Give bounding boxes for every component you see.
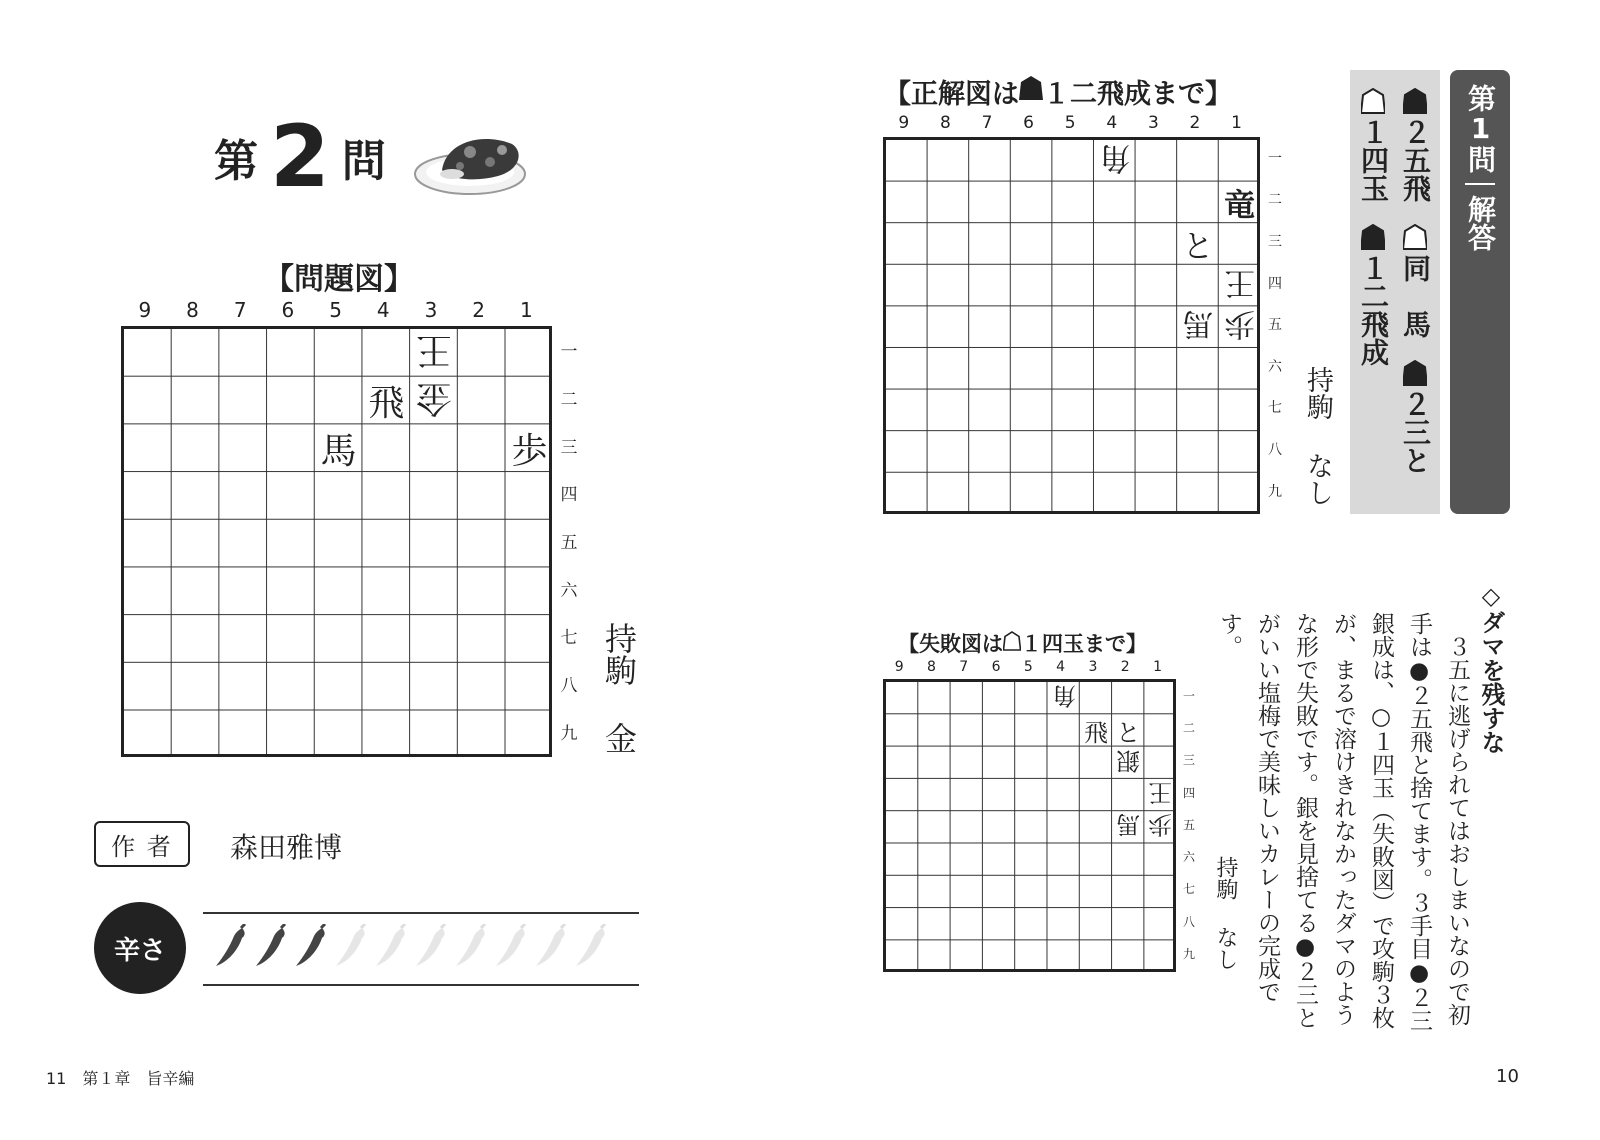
column-label: 8 xyxy=(939,113,951,133)
row-label: 五 xyxy=(560,533,578,554)
row-label: 九 xyxy=(560,723,578,744)
row-label: 六 xyxy=(1182,850,1195,865)
failure-hand-value: なし xyxy=(1213,926,1238,970)
failure-hand-label: 持駒 xyxy=(1213,856,1238,900)
answer-header xyxy=(1450,70,1510,514)
row-label: 八 xyxy=(560,676,578,697)
correct-board-row-labels xyxy=(1263,137,1287,511)
column-label: 8 xyxy=(926,659,936,675)
row-label: 四 xyxy=(560,485,578,506)
black-piece-icon xyxy=(1403,88,1427,118)
column-label: 1 xyxy=(1231,113,1242,133)
chili-pepper-icon xyxy=(412,924,450,974)
row-label: 七 xyxy=(1182,882,1195,897)
column-label: 3 xyxy=(1147,113,1159,133)
answer-move: １四玉 xyxy=(1357,118,1390,202)
shogi-piece: 王 xyxy=(1224,264,1256,301)
pieces-in-hand-value: 金 xyxy=(600,722,638,754)
row-label: 二 xyxy=(1268,192,1282,209)
correct-board xyxy=(883,137,1260,514)
author-badge xyxy=(94,821,190,867)
curry-icon xyxy=(412,122,530,202)
column-label: 7 xyxy=(233,298,247,322)
column-label: 6 xyxy=(991,659,1001,675)
shogi-piece: と xyxy=(1116,718,1141,747)
chili-pepper-icon xyxy=(252,924,290,974)
row-label: 三 xyxy=(1182,753,1195,768)
answer-number: 第1問 xyxy=(1464,84,1497,173)
spiciness-top-rule xyxy=(203,912,639,914)
chili-pepper-icon xyxy=(532,924,570,974)
column-label: 8 xyxy=(186,298,199,322)
row-label: 二 xyxy=(560,390,578,411)
failure-board xyxy=(883,679,1176,972)
shogi-piece: 飛 xyxy=(368,383,405,425)
chili-pepper-icon xyxy=(452,924,490,974)
pieces-in-hand-label: 持駒 xyxy=(600,622,638,686)
chili-pepper-icon xyxy=(292,924,330,974)
answer-move: １二飛成 xyxy=(1357,254,1390,366)
correct-hand-value: なし xyxy=(1302,452,1333,506)
spiciness-badge xyxy=(94,902,186,994)
shogi-piece: 角 xyxy=(1051,681,1076,710)
answer-header-divider xyxy=(1465,183,1495,185)
shogi-piece: 歩 xyxy=(511,430,548,472)
problem-number: 2 xyxy=(270,107,330,207)
author-label: 作 者 xyxy=(111,832,173,861)
column-label: 4 xyxy=(376,298,390,322)
shogi-piece: 角 xyxy=(1099,139,1131,176)
black-piece-icon xyxy=(1019,75,1043,108)
answer-move: ２五飛 xyxy=(1399,118,1432,202)
answer-move: ２三と xyxy=(1399,390,1432,474)
problem-board xyxy=(121,326,552,757)
row-label: 五 xyxy=(1182,817,1195,832)
shogi-piece: と xyxy=(1182,229,1214,266)
white-piece-icon xyxy=(1003,631,1021,656)
row-label: 八 xyxy=(1182,914,1195,929)
failure-title-pre: 【失敗図は xyxy=(898,632,1003,656)
spiciness-meter xyxy=(212,924,610,974)
shogi-piece: 飛 xyxy=(1083,718,1108,747)
failure-board-row-labels xyxy=(1179,679,1199,970)
answer-moves-box xyxy=(1350,70,1440,514)
column-label: 1 xyxy=(519,298,533,322)
row-label: 一 xyxy=(560,342,578,363)
row-label: 九 xyxy=(1268,483,1282,500)
shogi-piece: 歩 xyxy=(1224,305,1256,342)
row-label: 三 xyxy=(560,437,578,458)
row-label: 一 xyxy=(1268,150,1282,167)
chili-pepper-icon xyxy=(332,924,370,974)
problem-heading xyxy=(214,107,386,207)
row-label: 四 xyxy=(1268,275,1282,292)
row-label: 三 xyxy=(1268,233,1282,250)
diagram-title: 【問題図】 xyxy=(264,262,414,297)
board-column-labels xyxy=(121,298,550,322)
correct-board-column-labels xyxy=(883,113,1257,133)
shogi-piece: 銀 xyxy=(1116,746,1141,775)
column-label: 4 xyxy=(1106,113,1118,133)
answer-moves-line-2 xyxy=(1356,88,1390,388)
shogi-piece: 王 xyxy=(1148,778,1173,807)
column-label: 4 xyxy=(1056,659,1066,675)
column-label: 2 xyxy=(1189,113,1201,133)
column-label: 3 xyxy=(1088,659,1098,675)
row-label: 八 xyxy=(1268,441,1282,458)
column-label: 9 xyxy=(894,659,904,675)
row-label: 七 xyxy=(560,628,578,649)
white-piece-icon xyxy=(1361,88,1385,118)
spiciness-label: 辛さ xyxy=(113,935,166,966)
column-label: 5 xyxy=(329,298,342,322)
row-label: 七 xyxy=(1268,400,1282,417)
shogi-piece: 馬 xyxy=(1182,305,1214,342)
row-label: 四 xyxy=(1182,785,1195,800)
spiciness-bottom-rule xyxy=(203,984,639,986)
black-piece-icon xyxy=(1361,224,1385,254)
black-piece-icon xyxy=(1403,360,1427,390)
answer-label: 解答 xyxy=(1464,195,1497,251)
column-label: 5 xyxy=(1064,113,1076,133)
column-label: 6 xyxy=(1023,113,1034,133)
row-label: 一 xyxy=(1182,688,1195,703)
commentary-heading: ◇ダマを残すな xyxy=(1477,582,1505,754)
column-label: 2 xyxy=(1120,659,1130,675)
correct-title-post: １二飛成まで】 xyxy=(1043,79,1232,110)
failure-title-post: １四玉まで】 xyxy=(1021,632,1147,656)
failure-diagram-title xyxy=(898,628,1147,658)
chili-pepper-icon xyxy=(492,924,530,974)
answer-move: 同 馬 xyxy=(1399,254,1432,338)
answer-moves-line-1 xyxy=(1398,88,1432,496)
column-label: 1 xyxy=(1153,659,1162,675)
correct-diagram-title xyxy=(884,72,1232,111)
chili-pepper-icon xyxy=(372,924,410,974)
shogi-piece: 馬 xyxy=(1116,810,1141,839)
board-row-labels xyxy=(556,326,582,755)
failure-board-column-labels xyxy=(883,659,1174,675)
column-label: 9 xyxy=(898,113,910,133)
right-footer: 10 xyxy=(1496,1066,1519,1087)
left-footer: 11 第１章 旨辛編 xyxy=(46,1069,195,1088)
column-label: 2 xyxy=(472,298,486,322)
author-name: 森田雅博 xyxy=(230,831,343,864)
white-piece-icon xyxy=(1403,224,1427,254)
shogi-piece: 竜 xyxy=(1224,187,1256,224)
shogi-piece: 金 xyxy=(416,377,453,419)
column-label: 3 xyxy=(424,298,438,322)
commentary-text: ３五に逃げられてはおしまいなので初手は●２五飛と捨てます。３手目●２三銀成は、○１四玉（失敗図）で攻駒３枚が、まるで溶けきれなかったダマのような形で失敗です。銀を見捨てる●２三とがいい塩梅で美味しいカレーの完成です。 xyxy=(1216,612,1470,1032)
correct-title-pre: 【正解図は xyxy=(884,79,1019,110)
row-label: 六 xyxy=(560,580,578,601)
shogi-piece: 王 xyxy=(416,329,453,371)
problem-prefix: 第 xyxy=(214,136,258,187)
column-label: 7 xyxy=(981,113,993,133)
row-label: 六 xyxy=(1268,358,1282,375)
column-label: 7 xyxy=(959,659,969,675)
column-label: 5 xyxy=(1023,659,1033,675)
column-label: 9 xyxy=(138,298,152,322)
chili-pepper-icon xyxy=(572,924,610,974)
problem-suffix: 問 xyxy=(341,136,386,187)
row-label: 九 xyxy=(1182,947,1195,962)
column-label: 6 xyxy=(281,298,295,322)
correct-hand-label: 持駒 xyxy=(1302,366,1333,420)
shogi-piece: 馬 xyxy=(320,430,357,472)
row-label: 二 xyxy=(1182,720,1195,735)
chili-pepper-icon xyxy=(212,924,250,974)
shogi-piece: 歩 xyxy=(1148,810,1173,839)
row-label: 五 xyxy=(1268,317,1282,334)
